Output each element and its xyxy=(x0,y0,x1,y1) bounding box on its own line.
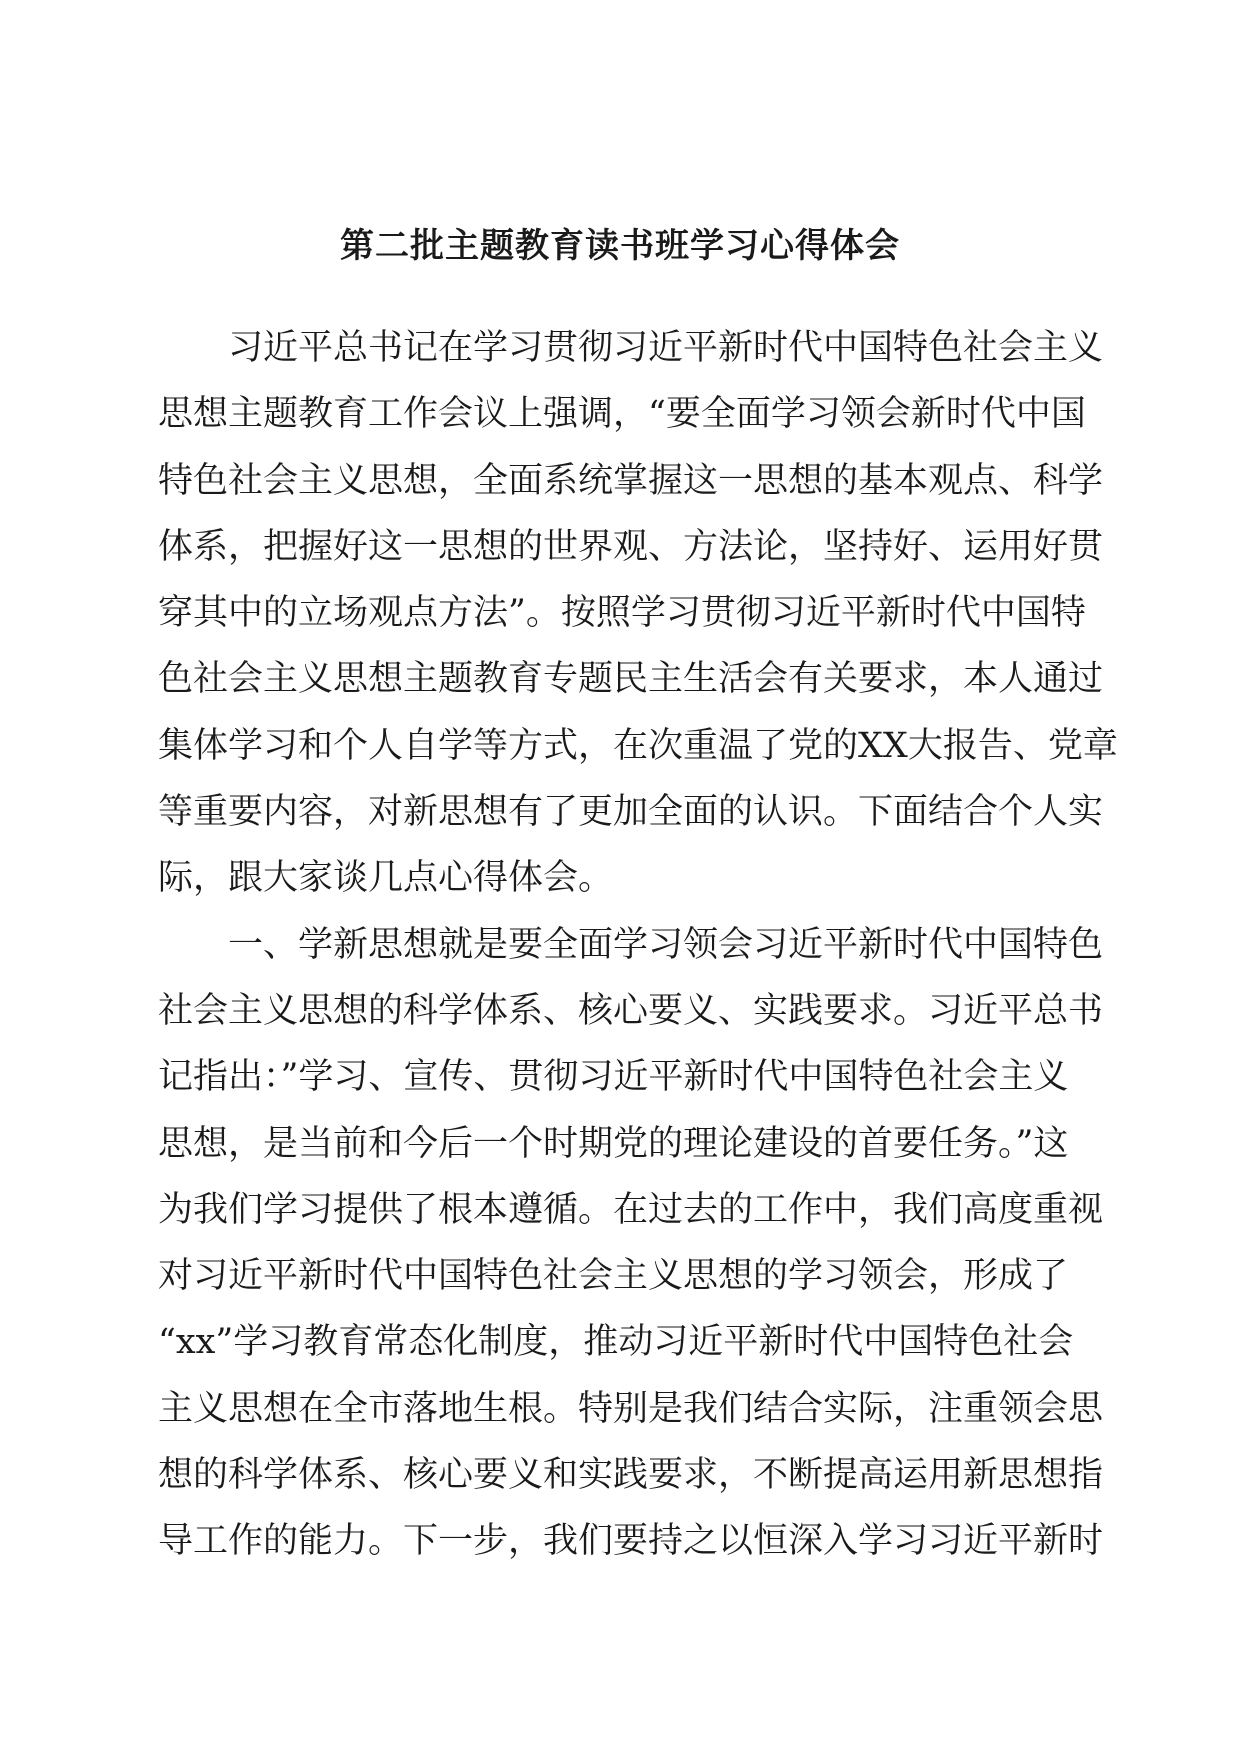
paragraph-1-line-4: 体系，把握好这一思想的世界观、方法论，坚持好、运用好贯 xyxy=(158,526,1104,567)
paragraph-2-line-1: 一、学新思想就是要全面学习领会习近平新时代中国特色 xyxy=(228,924,1104,965)
paragraph-1-line-7: 集体学习和个人自学等方式，在次重温了党的XX大报告、党章 xyxy=(158,725,1118,766)
paragraph-2-line-9: 想的科学体系、核心要义和实践要求，不断提高运用新思想指 xyxy=(158,1455,1104,1496)
paragraph-2-line-6: 对习近平新时代中国特色社会主义思想的学习领会，形成了 xyxy=(158,1256,1069,1297)
paragraph-1-line-9: 际，跟大家谈几点心得体会。 xyxy=(158,858,614,899)
document-body xyxy=(158,315,1118,1575)
paragraph-1-line-2: 思想主题教育工作会议上强调，“要全面学习领会新时代中国 xyxy=(158,394,1086,435)
paragraph-2-line-3: 记指出：”学习、宣传、贯彻习近平新时代中国特色社会主义 xyxy=(158,1057,1069,1098)
paragraph-2-line-8: 主义思想在全市落地生根。特别是我们结合实际，注重领会思 xyxy=(158,1388,1104,1429)
paragraph-1-line-5: 穿其中的立场观点方法”。按照学习贯彻习近平新时代中国特 xyxy=(158,593,1086,634)
paragraph-2-line-4: 思想，是当前和今后一个时期党的理论建设的首要任务。”这 xyxy=(158,1123,1069,1164)
paragraph-2-line-5: 为我们学习提供了根本遵循。在过去的工作中，我们高度重视 xyxy=(158,1189,1104,1230)
paragraph-2-line-2: 社会主义思想的科学体系、核心要义、实践要求。习近平总书 xyxy=(158,990,1104,1031)
paragraph-2-line-7: “xx”学习教育常态化制度，推动习近平新时代中国特色社会 xyxy=(158,1322,1074,1363)
paragraph-1-line-8: 等重要内容，对新思想有了更加全面的认识。下面结合个人实 xyxy=(158,792,1104,833)
paragraph-1-line-6: 色社会主义思想主题教育专题民主生活会有关要求，本人通过 xyxy=(158,659,1104,700)
document-title: 第二批主题教育读书班学习心得体会 xyxy=(340,226,900,266)
paragraph-1-line-3: 特色社会主义思想，全面系统掌握这一思想的基本观点、科学 xyxy=(158,460,1104,501)
paragraph-2-line-10: 导工作的能力。下一步，我们要持之以恒深入学习习近平新时 xyxy=(158,1521,1104,1562)
paragraph-1-line-1: 习近平总书记在学习贯彻习近平新时代中国特色社会主义 xyxy=(228,328,1104,368)
